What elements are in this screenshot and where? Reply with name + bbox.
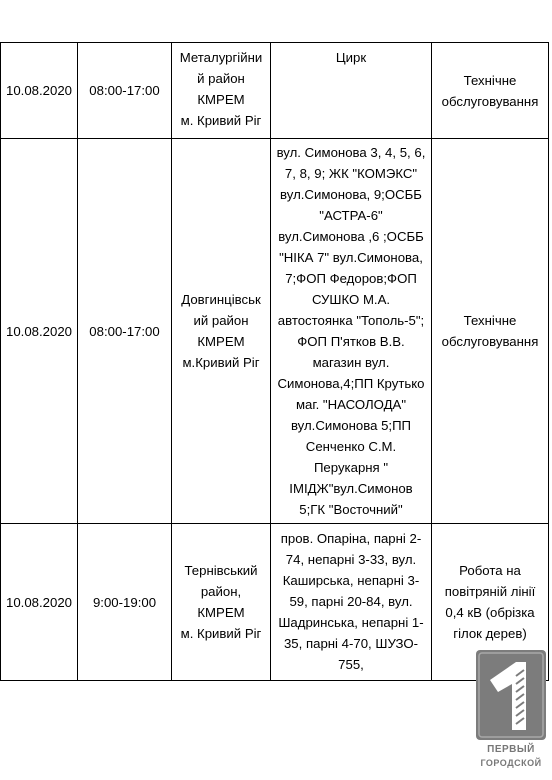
- publisher-logo: [474, 650, 548, 776]
- outage-schedule-table: [0, 42, 549, 681]
- table-row: [1, 43, 549, 139]
- time-cell: 08:00-17:00: [78, 43, 172, 139]
- time-cell: 08:00-17:00: [78, 139, 172, 524]
- area-cell: Тернівський район, КМРЕМ м. Кривий Ріг: [172, 524, 271, 681]
- logo-line-1: ПЕРВЫЙ: [487, 744, 535, 755]
- work-type-cell: Технічне обслуговування: [432, 43, 549, 139]
- work-type-cell: Робота на повітряній лінії 0,4 кВ (обрізка гілок дерев): [432, 524, 549, 681]
- logo-line-2: ГОРОДСКОЙ: [480, 758, 542, 768]
- address-cell: вул. Симонова 3, 4, 5, 6, 7, 8, 9; ЖК "КОМЭКС" вул.Симонова, 9;ОСББ "АСТРА-6" вул.Симонова ,6 ;ОСББ "НІКА 7" вул.Симонова, 7;ФОП Федоров;ФОП СУШКО М.А. автостоянка "Тополь-5"; ФОП П'ятков В.В. магазин вул. Симонова,4;ПП Крутько маг. "НАСОЛОДА" вул.Симонова 5;ПП Сенченко С.М. Перукарня " ІМІДЖ"вул.Симонов 5;ГК "Восточний": [271, 139, 432, 524]
- date-cell: 10.08.2020: [1, 139, 78, 524]
- area-cell: Довгинцівськ ий район КМРЕМ м.Кривий Ріг: [172, 139, 271, 524]
- work-type-cell: Технічне обслуговування: [432, 139, 549, 524]
- date-cell: 10.08.2020: [1, 43, 78, 139]
- table-row: [1, 524, 549, 681]
- address-cell: Цирк: [271, 43, 432, 139]
- address-cell: пров. Опаріна, парні 2- 74, непарні 3-33, вул. Каширська, непарні 3- 59, парні 20-84, вул. Шадринська, непарні 1- 35, парні 4-70, ШУЗО- 755,: [271, 524, 432, 681]
- date-cell: 10.08.2020: [1, 524, 78, 681]
- area-cell: Металургійни й район КМРЕМ м. Кривий Ріг: [172, 43, 271, 139]
- time-cell: 9:00-19:00: [78, 524, 172, 681]
- first-city-logo-icon: [476, 650, 546, 740]
- table-row: [1, 139, 549, 524]
